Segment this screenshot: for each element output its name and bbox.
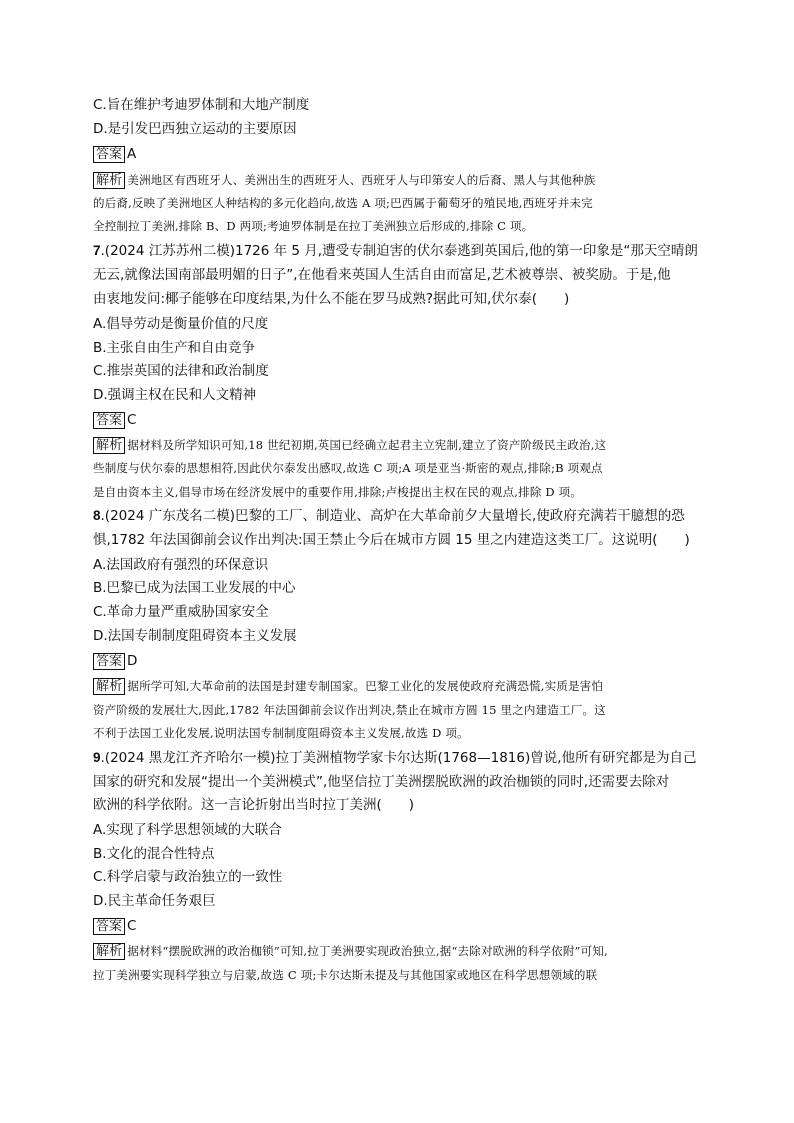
option-d: D.法国专制制度阻碍资本主义发展 (93, 628, 297, 644)
question-stem-line: 欧洲的科学依附。这一言论折射出当时拉丁美洲( ) (93, 797, 415, 813)
question-stem-line: 惧,1782 年法国御前会议作出判决:国王禁止今后在城市方圆 15 里之内建造这类工厂。这说明( ) (93, 532, 690, 548)
analysis-tag: 解析 (93, 437, 125, 454)
analysis-line: 资产阶级的发展壮大,因此,1782 年法国御前会议作出判决,禁止在城市方圆 15 里之内建造工厂。这 (93, 703, 606, 717)
analysis-line: 是自由资本主义,倡导市场在经济发展中的重要作用,排除;卢梭提出主权在民的观点,排除 D 项。 (93, 485, 583, 499)
option-c: C.推崇英国的法律和政治制度 (93, 363, 269, 379)
analysis-line: 解析 据材料及所学知识可知,18 世纪初期,英国已经确立起君主立宪制,建立了资产阶级民主政治,这 (93, 436, 606, 454)
option-a: A.倡导劳动是衡量价值的尺度 (93, 316, 269, 332)
analysis-tag: 解析 (93, 172, 125, 189)
question-stem-line: 8.(2024 广东茂名二模)巴黎的工厂、制造业、高炉在大革命前夕大量增长,使政府充满若干臆想的恐 (93, 508, 685, 524)
analysis-tag: 解析 (93, 678, 125, 695)
option-d: D.是引发巴西独立运动的主要原因 (93, 121, 297, 137)
question-stem-line: 无云,就像法国南部最明媚的日子”,在他看来英国人生活自由而富足,艺术被尊崇、被奖励。于是,他 (93, 267, 671, 283)
analysis-tag: 解析 (93, 943, 125, 960)
option-c: C.科学启蒙与政治独立的一致性 (93, 869, 283, 885)
question-stem-line: 7.(2024 江苏苏州二模)1726 年 5 月,遭受专制迫害的伏尔泰逃到英国后,他的第一印象是“那天空晴朗 (93, 243, 698, 259)
answer-tag: 答案 (93, 412, 125, 429)
answer-row (93, 145, 136, 163)
answer-value: D (127, 653, 138, 669)
question-stem-line: 9.(2024 黑龙江齐齐哈尔一模)拉丁美洲植物学家卡尔达斯(1768—1816)曾说,他所有研究都是为自己 (93, 750, 697, 766)
question-number: 9 (93, 750, 101, 765)
answer-tag: 答案 (93, 918, 125, 935)
question-stem-line: 国家的研究和发展“提出一个美洲模式”,他坚信拉丁美洲摆脱欧洲的政治枷锁的同时,还需要去除对 (93, 774, 670, 790)
analysis-line: 全控制拉丁美洲,排除 B、D 两项;考迪罗体制是在拉丁美洲独立后形成的,排除 C 项。 (93, 219, 534, 233)
option-a: A.实现了科学思想领域的大联合 (93, 822, 282, 838)
option-b: B.文化的混合性特点 (93, 846, 215, 862)
option-d: D.强调主权在民和人文精神 (93, 387, 257, 403)
question-stem-line: 由衷地发问:椰子能够在印度结果,为什么不能在罗马成熟?据此可知,伏尔泰( ) (93, 291, 570, 307)
option-c: C.革命力量严重威胁国家安全 (93, 604, 269, 620)
option-b: B.主张自由生产和自由竞争 (93, 340, 256, 356)
analysis-line: 的后裔,反映了美洲地区人种结构的多元化趋向,故选 A 项;巴西属于葡萄牙的殖民地,西班牙并未完 (93, 196, 593, 210)
analysis-line: 解析 美洲地区有西班牙人、美洲出生的西班牙人、西班牙人与印第安人的后裔、黑人与其他种族 (93, 171, 595, 189)
option-d: D.民主革命任务艰巨 (93, 893, 216, 909)
analysis-line: 些制度与伏尔泰的思想相符,因此伏尔泰发出感叹,故选 C 项;A 项是亚当·斯密的观点,排除;B 项观点 (93, 461, 603, 475)
analysis-line: 解析 据材料“摆脱欧洲的政治枷锁”可知,拉丁美洲要实现政治独立,据“去除对欧洲的科学依附”可知, (93, 942, 608, 960)
answer-value: A (127, 146, 137, 162)
question-number: 7 (93, 243, 101, 258)
answer-row (93, 652, 137, 670)
answer-value: C (127, 412, 137, 428)
answer-row (93, 917, 136, 935)
question-number: 8 (93, 508, 101, 523)
analysis-line: 不利于法国工业化发展,说明法国专制制度阻碍资本主义发展,故选 D 项。 (93, 726, 469, 740)
answer-tag: 答案 (93, 146, 125, 163)
analysis-line: 解析 据所学可知,大革命前的法国是封建专制国家。巴黎工业化的发展使政府充满恐慌,实质是害怕 (93, 677, 603, 695)
answer-tag: 答案 (93, 653, 125, 670)
option-a: A.法国政府有强烈的环保意识 (93, 557, 269, 573)
option-b: B.巴黎已成为法国工业发展的中心 (93, 580, 296, 596)
answer-row (93, 411, 136, 429)
analysis-line: 拉丁美洲要实现科学独立与启蒙,故选 C 项;卡尔达斯未提及与其他国家或地区在科学思想领域的联 (93, 968, 598, 982)
option-c: C.旨在维护考迪罗体制和大地产制度 (93, 97, 310, 113)
answer-value: C (127, 918, 137, 934)
